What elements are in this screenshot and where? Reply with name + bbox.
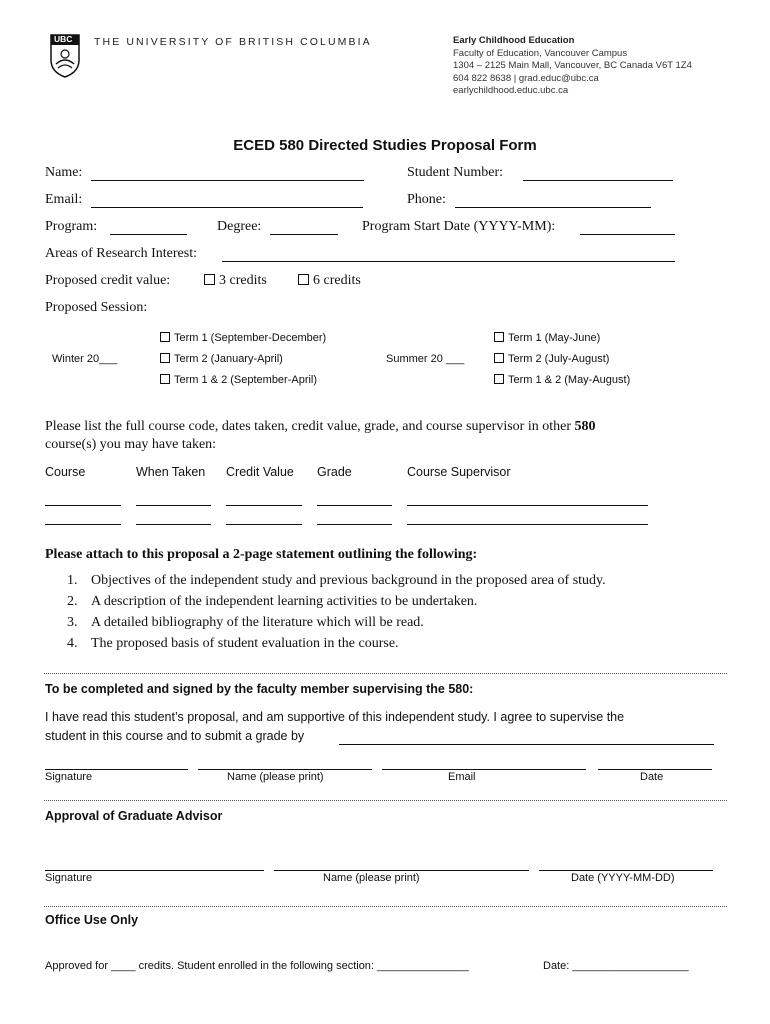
course-row1-course[interactable] <box>45 505 121 506</box>
advisor-heading: Approval of Graduate Advisor <box>45 809 223 823</box>
winter-term12-option[interactable]: Term 1 & 2 (September-April) <box>160 374 317 386</box>
office-approved-text: Approved for ____ credits. Student enrolled in the following section: _______________ <box>45 960 469 972</box>
website: earlychildhood.educ.ubc.ca <box>453 85 569 96</box>
advisor-name-line[interactable] <box>274 870 529 871</box>
col-grade: Grade <box>317 465 352 479</box>
checkbox-icon[interactable] <box>160 353 170 363</box>
advisor-signature-label: Signature <box>45 872 93 884</box>
winter-term1-option[interactable]: Term 1 (September-December) <box>160 332 326 344</box>
course-row1-when[interactable] <box>136 505 211 506</box>
course-instructions-2: course(s) you may have taken: <box>45 437 217 452</box>
student-number-input-line[interactable] <box>523 180 673 181</box>
program-input-line[interactable] <box>110 234 187 235</box>
divider <box>44 673 727 674</box>
course-instructions: Please list the full course code, dates taken, credit value, grade, and course supervisor in other 580 <box>45 419 596 434</box>
ubc-logo <box>50 34 80 78</box>
col-when-taken: When Taken <box>136 465 206 479</box>
checkbox-icon[interactable] <box>298 274 309 285</box>
checkbox-icon[interactable] <box>494 374 504 384</box>
divider <box>44 800 727 801</box>
summer-label: Summer 20 ___ <box>386 353 465 365</box>
checkbox-icon[interactable] <box>160 332 170 342</box>
faculty-date-label: Date <box>640 771 664 783</box>
course-row2-when[interactable] <box>136 524 211 525</box>
dept-name: Early Childhood Education <box>453 35 575 46</box>
form-title: ECED 580 Directed Studies Proposal Form <box>233 137 537 154</box>
course-row2-credit[interactable] <box>226 524 302 525</box>
advisor-name-label: Name (please print) <box>323 872 420 884</box>
col-course-supervisor: Course Supervisor <box>407 465 511 479</box>
faculty-date-line[interactable] <box>598 769 712 770</box>
attach-item: Objectives of the independent study and previous background in the proposed area of study. <box>91 573 606 588</box>
credit-3-option[interactable]: 3 credits <box>204 273 267 289</box>
address: 1304 – 2125 Main Mall, Vancouver, BC Canada V6T 1Z4 <box>453 60 692 71</box>
office-heading: Office Use Only <box>45 913 139 927</box>
checkbox-icon[interactable] <box>204 274 215 285</box>
credit-6-option[interactable]: 6 credits <box>298 273 361 289</box>
logo-text: UBC <box>54 34 73 44</box>
course-row2-grade[interactable] <box>317 524 392 525</box>
attach-item: A description of the independent learning activities to be undertaken. <box>91 594 478 609</box>
student-number-label: Student Number: <box>407 165 504 180</box>
summer-term1-option[interactable]: Term 1 (May-June) <box>494 332 600 344</box>
university-name: THE UNIVERSITY OF BRITISH COLUMBIA <box>94 36 372 48</box>
faculty-name-label: Name (please print) <box>227 771 324 783</box>
phone-label: Phone: <box>407 192 446 207</box>
advisor-date-label: Date (YYYY-MM-DD) <box>571 872 675 884</box>
divider <box>44 906 727 907</box>
degree-label: Degree: <box>217 219 262 234</box>
summer-term2-option[interactable]: Term 2 (July-August) <box>494 353 609 365</box>
attach-number: 2. <box>67 594 78 609</box>
winter-label: Winter 20___ <box>52 353 118 365</box>
checkbox-icon[interactable] <box>494 353 504 363</box>
phone-input-line[interactable] <box>455 207 651 208</box>
attach-item: A detailed bibliography of the literature which will be read. <box>91 615 424 630</box>
contact: 604 822 8638 | grad.educ@ubc.ca <box>453 72 599 84</box>
attach-heading: Please attach to this proposal a 2-page statement outlining the following: <box>45 547 478 562</box>
col-course: Course <box>45 465 86 479</box>
checkbox-icon[interactable] <box>160 374 170 384</box>
faculty-name-line[interactable] <box>198 769 372 770</box>
research-label: Areas of Research Interest: <box>45 246 197 261</box>
attach-number: 1. <box>67 573 78 588</box>
faculty-signature-label: Signature <box>45 771 93 783</box>
advisor-signature-line[interactable] <box>45 870 264 871</box>
faculty-signature-line[interactable] <box>45 769 188 770</box>
course-row2-supervisor[interactable] <box>407 524 648 525</box>
course-row2-course[interactable] <box>45 524 121 525</box>
course-row1-credit[interactable] <box>226 505 302 506</box>
winter-term2-option[interactable]: Term 2 (January-April) <box>160 353 283 365</box>
dept-block <box>453 35 692 98</box>
checkbox-icon[interactable] <box>494 332 504 342</box>
research-input-line[interactable] <box>222 261 675 262</box>
course-row1-supervisor[interactable] <box>407 505 648 506</box>
grade-deadline-input-line[interactable] <box>339 744 714 745</box>
name-label: Name: <box>45 165 83 180</box>
session-label: Proposed Session: <box>45 300 148 315</box>
name-input-line[interactable] <box>91 180 364 181</box>
faculty-heading: To be completed and signed by the faculty member supervising the 580: <box>45 682 474 696</box>
faculty-name: Faculty of Education, Vancouver Campus <box>453 47 628 59</box>
attach-number: 4. <box>67 636 78 651</box>
email-input-line[interactable] <box>91 207 363 208</box>
office-date-text: Date: ___________________ <box>543 960 689 972</box>
degree-input-line[interactable] <box>270 234 338 235</box>
faculty-text-2: student in this course and to submit a grade by <box>45 729 305 743</box>
program-label: Program: <box>45 219 98 234</box>
faculty-text-1: I have read this student’s proposal, and am supportive of this independent study. I agree to supervise the <box>45 710 625 724</box>
col-credit-value: Credit Value <box>226 465 294 479</box>
attach-item: The proposed basis of student evaluation in the course. <box>91 636 399 651</box>
email-label: Email: <box>45 192 83 207</box>
attach-number: 3. <box>67 615 78 630</box>
faculty-email-label: Email <box>448 771 476 783</box>
advisor-date-line[interactable] <box>539 870 713 871</box>
faculty-email-line[interactable] <box>382 769 586 770</box>
credit-value-label: Proposed credit value: <box>45 273 171 288</box>
summer-term12-option[interactable]: Term 1 & 2 (May-August) <box>494 374 630 386</box>
program-start-input-line[interactable] <box>580 234 675 235</box>
program-start-label: Program Start Date (YYYY-MM): <box>362 219 556 234</box>
course-row1-grade[interactable] <box>317 505 392 506</box>
